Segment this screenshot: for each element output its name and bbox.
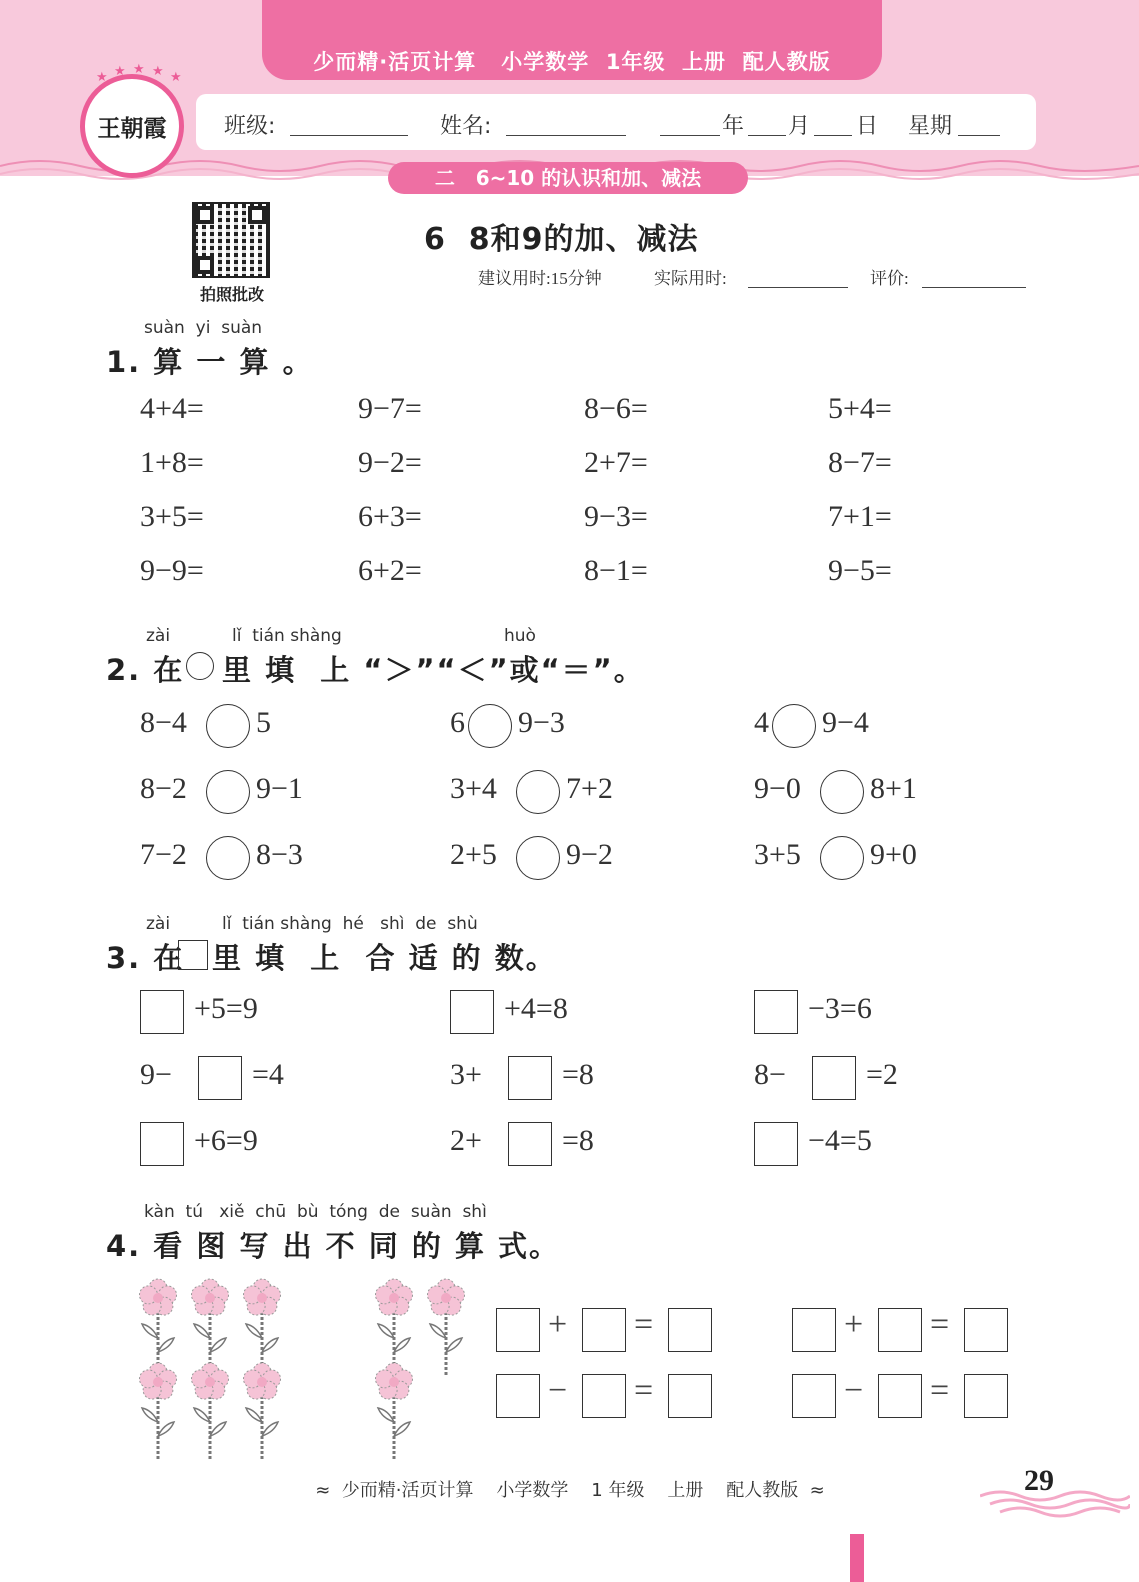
actual-time-field[interactable] [748, 264, 848, 288]
q1-expression: 5+4= [828, 392, 892, 425]
q1-expression: 3+5= [140, 500, 204, 533]
compare-circle[interactable] [772, 704, 816, 748]
equation-box[interactable] [964, 1308, 1008, 1352]
q3-expression-rest: =4 [252, 1058, 284, 1091]
q1-answer-field[interactable] [240, 396, 330, 430]
equation-box[interactable] [582, 1374, 626, 1418]
month-label: 月 [788, 114, 811, 139]
operator-symbol: − [548, 1372, 568, 1409]
year-label: 年 [722, 114, 745, 139]
q1-answer-field[interactable] [240, 504, 330, 538]
flower-icon [139, 1363, 176, 1460]
q2-right-expression: 7+2 [566, 772, 613, 805]
equals-symbol: = [930, 1306, 950, 1343]
flower-icon [243, 1279, 280, 1376]
q1-answer-field[interactable] [458, 396, 548, 430]
q3-expression-rest: +5=9 [194, 992, 258, 1025]
q2-right-expression: 9+0 [870, 838, 917, 871]
square-icon [178, 940, 208, 970]
answer-box[interactable] [508, 1122, 552, 1166]
q3-expression-rest: =8 [562, 1058, 594, 1091]
star-icon: ★ [114, 64, 126, 79]
name-field[interactable] [506, 112, 626, 136]
footer-wave [980, 1488, 1130, 1518]
q1-pinyin: suàn yi suàn [144, 318, 263, 338]
answer-box[interactable] [754, 1122, 798, 1166]
flower-icon [375, 1363, 412, 1460]
equation-box[interactable] [792, 1374, 836, 1418]
weekday-label: 星期 [908, 114, 953, 139]
q1-answer-field[interactable] [684, 558, 774, 592]
equation-box[interactable] [496, 1374, 540, 1418]
q4-pinyin: kàn tú xiě chū bù tóng de suàn shì [144, 1202, 487, 1222]
equation-box[interactable] [668, 1374, 712, 1418]
qr-finder [196, 256, 214, 274]
year-field[interactable] [660, 112, 720, 136]
q1-answer-field[interactable] [684, 504, 774, 538]
q1-expression: 7+1= [828, 500, 892, 533]
flower-icon [375, 1279, 412, 1376]
suggested-time: 建议用时:15分钟 [478, 269, 602, 288]
q3-pinyin-zai: zài [146, 914, 171, 934]
equation-box[interactable] [964, 1374, 1008, 1418]
compare-circle[interactable] [820, 770, 864, 814]
q2-left-expression: 8−4 [140, 706, 187, 739]
q1-expression: 8−7= [828, 446, 892, 479]
q2-title-end: 里 填 上 “＞”“＜”或“＝”。 [222, 653, 645, 687]
page-tab [850, 1534, 864, 1582]
q1-expression: 6+3= [358, 500, 422, 533]
q1-answer-field[interactable] [458, 558, 548, 592]
compare-circle[interactable] [206, 704, 250, 748]
star-icon: ★ [152, 64, 164, 79]
q3-expression-lead: 3+ [450, 1058, 482, 1091]
operator-symbol: + [844, 1306, 864, 1343]
q3-expression-lead: 8− [754, 1058, 786, 1091]
weekday-field[interactable] [958, 112, 1000, 136]
series-title: 少而精·活页计算 小学数学 1年级 上册 配人教版 [313, 50, 831, 74]
star-icon: ★ [170, 70, 182, 85]
lesson-title: 6 8和9的加、减法 [424, 222, 699, 257]
compare-circle[interactable] [206, 770, 250, 814]
answer-box[interactable] [812, 1056, 856, 1100]
q3-expression-rest: +6=9 [194, 1124, 258, 1157]
equation-box[interactable] [792, 1308, 836, 1352]
q1-answer-field[interactable] [928, 396, 1018, 430]
q1-title: 1. 算 一 算 。 [106, 345, 314, 379]
q1-answer-field[interactable] [684, 396, 774, 430]
q1-answer-field[interactable] [684, 450, 774, 484]
unit-tag: 二 6~10 的认识和加、减法 [388, 162, 748, 194]
equation-box[interactable] [668, 1308, 712, 1352]
q1-answer-field[interactable] [928, 558, 1018, 592]
q2-pinyin-zai: zài [146, 626, 171, 646]
q3-expression-rest: +4=8 [504, 992, 568, 1025]
q2-title-start: 2. 在 [106, 653, 185, 687]
compare-circle[interactable] [516, 836, 560, 880]
answer-box[interactable] [140, 990, 184, 1034]
class-label: 班级: [224, 114, 276, 139]
evaluation-label: 评价: [870, 269, 909, 288]
q3-expression-rest: −4=5 [808, 1124, 872, 1157]
equals-symbol: = [634, 1372, 654, 1409]
answer-box[interactable] [754, 990, 798, 1034]
flower-icon [191, 1279, 228, 1376]
operator-symbol: − [844, 1372, 864, 1409]
q2-left-expression: 7−2 [140, 838, 187, 871]
q1-answer-field[interactable] [240, 450, 330, 484]
flower-icon [243, 1363, 280, 1460]
q1-expression: 8−6= [584, 392, 648, 425]
q2-right-expression: 9−3 [518, 706, 565, 739]
q2-right-expression: 8−3 [256, 838, 303, 871]
q2-left-expression: 4 [754, 706, 769, 739]
page-number: 29 [1024, 1464, 1054, 1497]
day-label: 日 [856, 114, 879, 139]
q2-left-expression: 9−0 [754, 772, 801, 805]
q3-title-start: 3. 在 [106, 941, 185, 975]
q1-expression: 9−5= [828, 554, 892, 587]
answer-box[interactable] [508, 1056, 552, 1100]
q3-expression-rest: =8 [562, 1124, 594, 1157]
q2-pinyin-huo: huò [504, 626, 536, 646]
equation-box[interactable] [496, 1308, 540, 1352]
equals-symbol: = [634, 1306, 654, 1343]
star-icon: ★ [133, 62, 145, 77]
compare-circle[interactable] [468, 704, 512, 748]
q1-expression: 9−3= [584, 500, 648, 533]
q4-title: 4. 看 图 写 出 不 同 的 算 式。 [106, 1229, 561, 1263]
q1-expression: 2+7= [584, 446, 648, 479]
qr-finder [196, 206, 214, 224]
q1-answer-field[interactable] [928, 450, 1018, 484]
actual-time-label: 实际用时: [654, 269, 727, 288]
class-field[interactable] [290, 112, 408, 136]
q1-expression: 9−7= [358, 392, 422, 425]
evaluation-field[interactable] [922, 264, 1026, 288]
q3-expression-rest: −3=6 [808, 992, 872, 1025]
answer-box[interactable] [198, 1056, 242, 1100]
q2-left-expression: 8−2 [140, 772, 187, 805]
day-field[interactable] [814, 112, 852, 136]
q1-answer-field[interactable] [458, 450, 548, 484]
flower-icon [139, 1279, 176, 1376]
compare-circle[interactable] [516, 770, 560, 814]
q2-left-expression: 3+4 [450, 772, 497, 805]
equation-box[interactable] [878, 1374, 922, 1418]
equals-symbol: = [930, 1372, 950, 1409]
q2-right-expression: 8+1 [870, 772, 917, 805]
q2-left-expression: 3+5 [754, 838, 801, 871]
q3-expression-rest: =2 [866, 1058, 898, 1091]
circle-icon [186, 652, 214, 680]
qr-label: 拍照批改 [199, 285, 264, 304]
q1-expression: 1+8= [140, 446, 204, 479]
flower-icon [191, 1363, 228, 1460]
star-icon: ★ [96, 70, 108, 85]
compare-circle[interactable] [820, 836, 864, 880]
logo-name: 王朝霞 [97, 115, 167, 142]
q1-answer-field[interactable] [240, 558, 330, 592]
q3-expression-lead: 2+ [450, 1124, 482, 1157]
equation-box[interactable] [878, 1308, 922, 1352]
operator-symbol: + [548, 1306, 568, 1343]
q1-expression: 6+2= [358, 554, 422, 587]
q1-answer-field[interactable] [458, 504, 548, 538]
q2-right-expression: 9−4 [822, 706, 869, 739]
q1-expression: 8−1= [584, 554, 648, 587]
q2-pinyin-mid: lǐ tián shàng [232, 626, 342, 646]
q2-right-expression: 9−2 [566, 838, 613, 871]
month-field[interactable] [748, 112, 786, 136]
qr-finder [248, 206, 266, 224]
name-label: 姓名: [440, 114, 492, 139]
footer-series: ≈ 少而精·活页计算 小学数学 1 年级 上册 配人教版 ≈ [315, 1480, 825, 1501]
answer-box[interactable] [450, 990, 494, 1034]
flower-picture [130, 1270, 480, 1460]
compare-circle[interactable] [206, 836, 250, 880]
answer-box[interactable] [140, 1122, 184, 1166]
q2-right-expression: 9−1 [256, 772, 303, 805]
q2-left-expression: 6 [450, 706, 465, 739]
q2-right-expression: 5 [256, 706, 271, 739]
q3-title-end: 里 填 上 合 适 的 数。 [212, 941, 557, 975]
q1-expression: 9−9= [140, 554, 204, 587]
q3-expression-lead: 9− [140, 1058, 172, 1091]
q3-pinyin-rest: lǐ tián shàng hé shì de shù [222, 914, 478, 934]
q1-expression: 4+4= [140, 392, 204, 425]
equation-box[interactable] [582, 1308, 626, 1352]
q1-expression: 9−2= [358, 446, 422, 479]
q2-left-expression: 2+5 [450, 838, 497, 871]
q1-answer-field[interactable] [928, 504, 1018, 538]
flower-icon [427, 1279, 464, 1376]
